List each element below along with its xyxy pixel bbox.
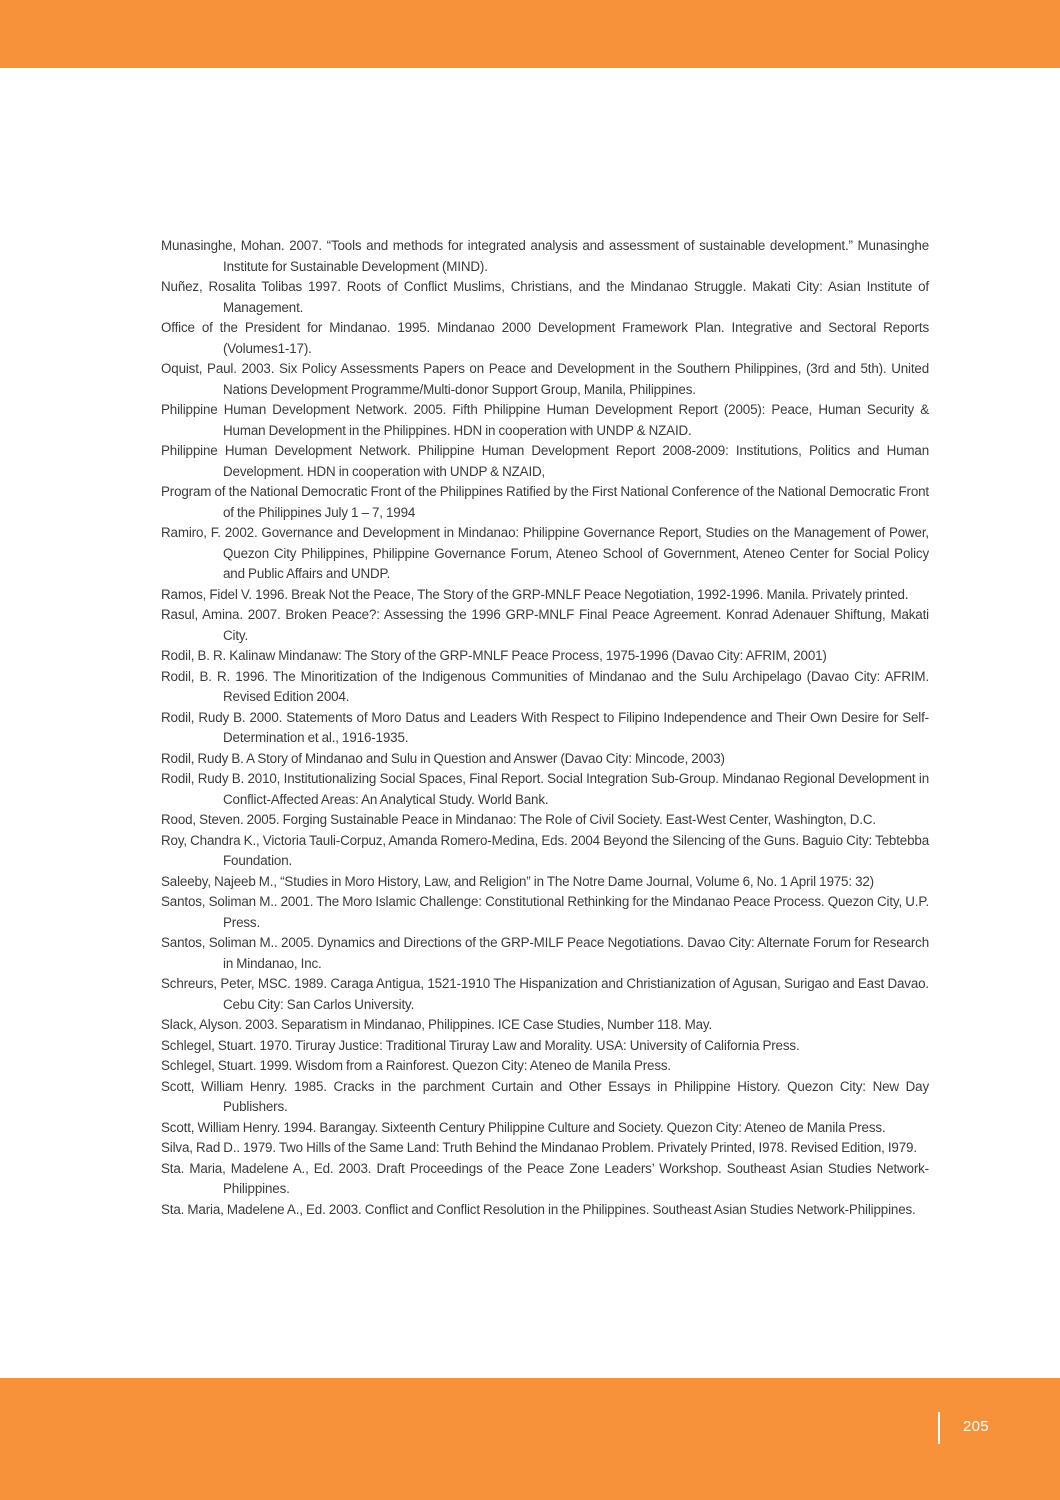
reference-entry: Scott, William Henry. 1985. Cracks in the parchment Curtain and Other Essays in Philippine History. Quezon City: New Day Publishers. [161, 1078, 929, 1114]
footer-divider [938, 1412, 940, 1444]
reference-entry: Scott, William Henry. 1994. Barangay. Sixteenth Century Philippine Culture and Society. Quezon City: Ateneo de Manila Press. [161, 1119, 886, 1135]
reference-entry: Philippine Human Development Network. Philippine Human Development Report 2008-2009: Institutions, Politics and Human Development. HDN in cooperation with UNDP & NZAID, [161, 443, 929, 479]
header-band [0, 0, 1060, 68]
reference-entry: Munasinghe, Mohan. 2007. “Tools and methods for integrated analysis and assessment of sustainable development.” Munasinghe Institute for Sustainable Development (MIND). [161, 238, 929, 274]
reference-entry: Rood, Steven. 2005. Forging Sustainable Peace in Mindanao: The Role of Civil Society. East-West Center, Washington, D.C. [161, 812, 876, 827]
references-list [161, 236, 929, 1220]
reference-entry: Saleeby, Najeeb M., “Studies in Moro History, Law, and Religion” in The Notre Dame Journal, Volume 6, No. 1 April 1975: 32) [161, 873, 874, 889]
reference-entry: Slack, Alyson. 2003. Separatism in Mindanao, Philippines. ICE Case Studies, Number 118. May. [161, 1017, 713, 1032]
reference-entry: Office of the President for Mindanao. 1995. Mindanao 2000 Development Framework Plan. Integrative and Sectoral Reports (Volumes1-17). [161, 320, 929, 356]
reference-entry: Nuñez, Rosalita Tolibas 1997. Roots of Conflict Muslims, Christians, and the Mindanao Struggle. Makati City: Asian Institute of Management. [161, 279, 929, 315]
reference-entry: Ramiro, F. 2002. Governance and Development in Mindanao: Philippine Governance Report, Studies on the Management of Power, Quezon City Philippines, Philippine Governance Forum, Ateneo School of Government, Ateneo Center for Social Policy and Public Affairs and UNDP. [161, 525, 929, 581]
reference-entry: Santos, Soliman M.. 2001. The Moro Islamic Challenge: Constitutional Rethinking for the Mindanao Peace Process. Quezon City, U.P. Press. [161, 894, 929, 930]
page-number: 205 [963, 1418, 989, 1435]
reference-entry: Roy, Chandra K., Victoria Tauli-Corpuz, Amanda Romero-Medina, Eds. 2004 Beyond the Silencing of the Guns. Baguio City: Tebtebba Foundation. [161, 832, 929, 868]
footer-band [0, 1378, 1060, 1500]
reference-entry: Rodil, B. R. Kalinaw Mindanaw: The Story of the GRP-MNLF Peace Process, 1975-1996 (Davao City: AFRIM, 2001) [161, 648, 827, 663]
reference-entry: Program of the National Democratic Front of the Philippines Ratified by the First National Conference of the National Democratic Front of the Philippines July 1 – 7, 1994 [161, 484, 929, 520]
reference-entry: Rodil, Rudy B. A Story of Mindanao and Sulu in Question and Answer (Davao City: Mincode, 2003) [161, 750, 725, 766]
reference-entry: Rodil, Rudy B. 2000. Statements of Moro Datus and Leaders With Respect to Filipino Independence and Their Own Desire for Self-Determination et al., 1916-1935. [161, 709, 929, 745]
reference-entry: Philippine Human Development Network. 2005. Fifth Philippine Human Development Report (2005): Peace, Human Security & Human Development in the Philippines. HDN in cooperation with UNDP & NZAID. [161, 402, 929, 438]
reference-entry: Schreurs, Peter, MSC. 1989. Caraga Antigua, 1521-1910 The Hispanization and Christianization of Agusan, Surigao and East Davao. Cebu City: San Carlos University. [161, 976, 929, 1012]
reference-entry: Schlegel, Stuart. 1970. Tiruray Justice: Traditional Tiruray Law and Morality. USA: University of California Press. [161, 1037, 800, 1053]
reference-entry: Sta. Maria, Madelene A., Ed. 2003. Conflict and Conflict Resolution in the Philippines. Southeast Asian Studies Network-Philippines. [161, 1201, 916, 1217]
reference-entry: Ramos, Fidel V. 1996. Break Not the Peace, The Story of the GRP-MNLF Peace Negotiation, 1992-1996. Manila. Privately printed. [161, 586, 909, 602]
reference-entry: Silva, Rad D.. 1979. Two Hills of the Same Land: Truth Behind the Mindanao Problem. Privately Printed, I978. Revised Edition, I979. [161, 1140, 917, 1155]
reference-entry: Rodil, Rudy B. 2010, Institutionalizing Social Spaces, Final Report. Social Integration Sub-Group. Mindanao Regional Development in Conflict-Affected Areas: An Analytical Study. World Bank. [161, 771, 929, 807]
reference-entry: Sta. Maria, Madelene A., Ed. 2003. Draft Proceedings of the Peace Zone Leaders’ Workshop. Southeast Asian Studies Network-Philippines. [161, 1160, 929, 1196]
reference-entry: Schlegel, Stuart. 1999. Wisdom from a Rainforest. Quezon City: Ateneo de Manila Press. [161, 1058, 671, 1073]
reference-entry: Oquist, Paul. 2003. Six Policy Assessments Papers on Peace and Development in the Southern Philippines, (3rd and 5th). United Nations Development Programme/Multi-donor Support Group, Manila, Philippines. [161, 361, 929, 397]
reference-entry: Rasul, Amina. 2007. Broken Peace?: Assessing the 1996 GRP-MNLF Final Peace Agreement. Konrad Adenauer Shiftung, Makati City. [161, 607, 929, 643]
reference-entry: Santos, Soliman M.. 2005. Dynamics and Directions of the GRP-MILF Peace Negotiations. Davao City: Alternate Forum for Research in Mindanao, Inc. [161, 935, 929, 971]
reference-entry: Rodil, B. R. 1996. The Minoritization of the Indigenous Communities of Mindanao and the Sulu Archipelago (Davao City: AFRIM. Revised Edition 2004. [161, 668, 929, 704]
